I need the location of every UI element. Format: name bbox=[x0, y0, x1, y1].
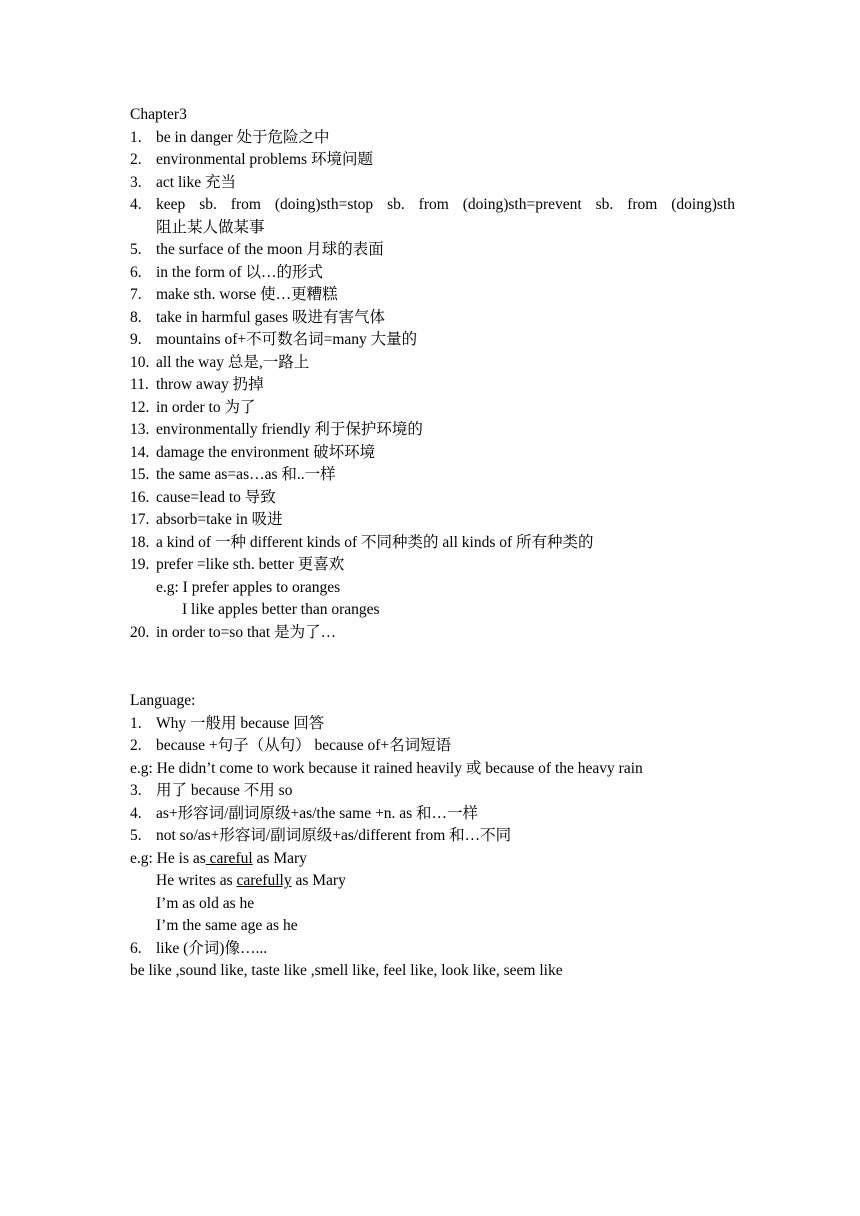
item-text: mountains of+不可数名词=many 大量的 bbox=[156, 331, 418, 348]
item-number: 3. bbox=[130, 782, 142, 799]
list-item bbox=[130, 352, 735, 375]
item-number: 20. bbox=[130, 623, 150, 641]
list-item bbox=[130, 442, 735, 465]
item-text: environmental problems 环境问题 bbox=[156, 151, 373, 168]
list-item bbox=[130, 825, 770, 848]
item-number: 3. bbox=[130, 173, 142, 191]
final-line: be like ,sound like, taste like ,smell like, feel like, look like, seem like bbox=[130, 962, 563, 979]
list-item bbox=[130, 329, 735, 352]
list-item bbox=[130, 194, 735, 239]
item-number: 15. bbox=[130, 466, 150, 483]
item-number: 10. bbox=[130, 353, 150, 371]
list-item bbox=[130, 262, 735, 285]
list-item bbox=[130, 464, 735, 487]
item-text: not so/as+形容词/副词原级+as/different from 和…不同 bbox=[156, 827, 512, 844]
item-text: environmentally friendly 利于保护环境的 bbox=[156, 421, 423, 438]
list-item bbox=[130, 780, 770, 803]
example-text: e.g: He is as bbox=[130, 849, 206, 867]
item-number: 2. bbox=[130, 737, 142, 754]
item-number: 6. bbox=[130, 263, 142, 281]
item-number: 17. bbox=[130, 511, 150, 528]
item-number: 16. bbox=[130, 488, 150, 506]
item-text: because +句子（从句） because of+名词短语 bbox=[156, 737, 452, 754]
item-text: be in danger 处于危险之中 bbox=[156, 128, 330, 146]
item-text: take in harmful gases 吸进有害气体 bbox=[156, 308, 386, 326]
list-item bbox=[130, 239, 735, 262]
item-text: keep sb. from (doing)sth=stop sb. from (doing)sth=prevent sb. from (doing)sth bbox=[156, 196, 735, 213]
item-text: Why 一般用 because 回答 bbox=[156, 714, 325, 732]
item-number: 18. bbox=[130, 533, 150, 551]
underlined-word: carefully bbox=[236, 872, 292, 889]
item-text: cause=lead to 导致 bbox=[156, 488, 276, 506]
item-number: 4. bbox=[130, 196, 142, 213]
item-number: 9. bbox=[130, 331, 142, 348]
item-text: in order to 为了 bbox=[156, 398, 256, 416]
list-item bbox=[130, 149, 735, 172]
item-number: 19. bbox=[130, 556, 150, 573]
example-line bbox=[130, 848, 770, 871]
list-item bbox=[130, 713, 770, 736]
item-number: 4. bbox=[130, 804, 142, 822]
list-item bbox=[130, 127, 735, 150]
underlined-word: careful bbox=[205, 849, 253, 867]
item-number: 1. bbox=[130, 128, 142, 146]
chapter-title: Chapter3 bbox=[130, 106, 187, 123]
list-item bbox=[130, 397, 735, 420]
example-line: I like apples better than oranges bbox=[182, 601, 380, 618]
list-item bbox=[130, 532, 735, 555]
item-number: 5. bbox=[130, 241, 142, 258]
item-text: the surface of the moon 月球的表面 bbox=[156, 241, 384, 258]
item-text: act like 充当 bbox=[156, 173, 237, 191]
item-text: a kind of 一种 different kinds of 不同种类的 all kinds of 所有种类的 bbox=[156, 533, 594, 551]
example-line bbox=[130, 870, 770, 893]
example-text: He writes as bbox=[156, 872, 237, 889]
list-item bbox=[130, 554, 735, 577]
example-line: e.g: I prefer apples to oranges bbox=[156, 578, 341, 596]
item-text: prefer =like sth. better 更喜欢 bbox=[156, 556, 345, 573]
item-text: like (介词)像…... bbox=[156, 939, 268, 957]
list-item bbox=[130, 622, 735, 645]
item-text: the same as=as…as 和..一样 bbox=[156, 466, 336, 483]
example-line: e.g: He didn’t come to work because it rained heavily 或 because of the heavy rain bbox=[130, 759, 643, 777]
item-number: 7. bbox=[130, 286, 142, 303]
item-text: all the way 总是,一路上 bbox=[156, 353, 310, 371]
list-item bbox=[130, 938, 770, 961]
language-title: Language: bbox=[130, 692, 196, 709]
list-item bbox=[130, 419, 735, 442]
item-number: 2. bbox=[130, 151, 142, 168]
list-item bbox=[130, 487, 735, 510]
item-number: 12. bbox=[130, 398, 150, 416]
example-text: as Mary bbox=[291, 872, 346, 889]
item-text: in the form of 以…的形式 bbox=[156, 263, 324, 281]
item-number: 5. bbox=[130, 827, 142, 844]
list-item bbox=[130, 172, 735, 195]
item-text: damage the environment 破坏环境 bbox=[156, 443, 376, 461]
list-item bbox=[130, 284, 735, 307]
list-item bbox=[130, 509, 735, 532]
list-item bbox=[130, 374, 735, 397]
list-item bbox=[130, 735, 770, 758]
list-item bbox=[130, 803, 770, 826]
item-number: 11. bbox=[130, 376, 149, 393]
chapter-section bbox=[130, 104, 735, 644]
item-text: throw away 扔掉 bbox=[156, 376, 264, 393]
item-text: in order to=so that 是为了… bbox=[156, 623, 337, 641]
item-text: 用了 because 不用 so bbox=[156, 782, 293, 799]
item-text: make sth. worse 使…更糟糕 bbox=[156, 286, 338, 303]
example-line: I’m the same age as he bbox=[156, 917, 298, 934]
example-line: I’m as old as he bbox=[156, 894, 255, 912]
item-number: 13. bbox=[130, 421, 150, 438]
item-number: 1. bbox=[130, 714, 142, 732]
language-section bbox=[130, 690, 770, 983]
example-text: as Mary bbox=[252, 849, 307, 867]
item-number: 14. bbox=[130, 443, 150, 461]
item-text: as+形容词/副词原级+as/the same +n. as 和…一样 bbox=[156, 804, 478, 822]
list-item bbox=[130, 307, 735, 330]
item-number: 6. bbox=[130, 939, 142, 957]
item-number: 8. bbox=[130, 308, 142, 326]
item-text-continued: 阻止某人做某事 bbox=[156, 218, 265, 236]
item-text: absorb=take in 吸进 bbox=[156, 511, 283, 528]
